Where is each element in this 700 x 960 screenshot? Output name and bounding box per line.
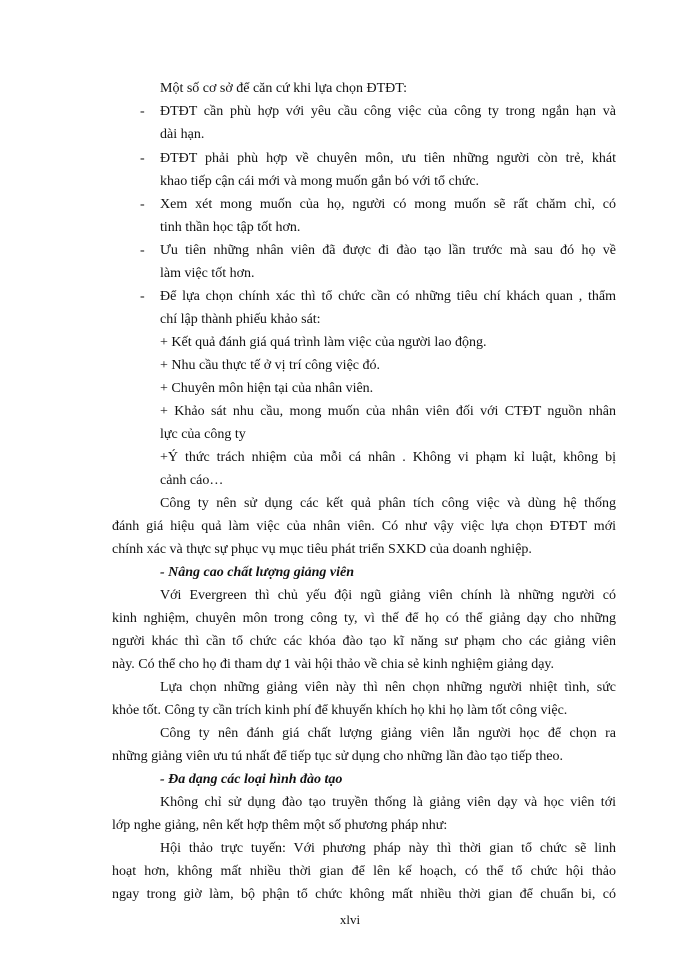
- paragraph-5-line-2: lớp nghe giảng, nên kết hợp thêm một số phương pháp như:: [112, 818, 448, 833]
- page-number: xlvi: [339, 912, 361, 927]
- criteria-4-line-1: + Khảo sát nhu cầu, mong muốn của nhân viên đối với CTĐT nguồn nhân: [160, 404, 616, 419]
- bullet-dash: -: [140, 151, 145, 166]
- bullet-dash: -: [140, 243, 145, 258]
- criteria-5-line-2: cảnh cáo…: [160, 473, 224, 488]
- bullet-dash: -: [140, 289, 145, 304]
- bullet-dash: -: [140, 104, 145, 119]
- bullet-5-line-2: chí lập thành phiếu khảo sát:: [160, 312, 321, 327]
- criteria-4-line-2: lực của công ty: [160, 427, 246, 442]
- intro-line: Một số cơ sở để căn cứ khi lựa chọn ĐTĐT:: [160, 81, 408, 96]
- bullet-4-line-1: Ưu tiên những nhân viên đã được đi đào tạo lần trước mà sau đó họ về: [160, 243, 616, 258]
- paragraph-2-line-3: người khác thì cần tổ chức các khóa đào tạo kĩ năng sư phạm cho các giảng viên: [112, 634, 616, 649]
- criteria-3: + Chuyên môn hiện tại của nhân viên.: [160, 381, 374, 396]
- criteria-5-line-1: +Ý thức trách nhiệm của mỗi cá nhân . Không vi phạm kỉ luật, không bị: [160, 450, 616, 465]
- bullet-2-line-2: khao tiếp cận cái mới và mong muốn gắn bó với tổ chức.: [160, 174, 480, 189]
- bullet-4-line-2: làm việc tốt hơn.: [160, 266, 255, 281]
- paragraph-1-line-3: chính xác và thực sự phục vụ mục tiêu phát triển SXKD của doanh nghiệp.: [112, 542, 532, 557]
- bullet-3-line-1: Xem xét mong muốn của họ, người có mong muốn sẽ rất chăm chỉ, có: [160, 197, 616, 212]
- criteria-2: + Nhu cầu thực tế ở vị trí công việc đó.: [160, 358, 380, 373]
- section-heading-teacher-quality: - Nâng cao chất lượng giảng viên: [160, 565, 355, 580]
- bullet-5-line-1: Để lựa chọn chính xác thì tổ chức cần có những tiêu chí khách quan , thẩm: [160, 289, 616, 304]
- paragraph-6-line-2: hoạt hơn, không mất nhiều thời gian để lên kế hoạch, có thể tổ chức hội thảo: [112, 864, 616, 879]
- bullet-2-line-1: ĐTĐT phải phù hợp về chuyên môn, ưu tiên những người còn trẻ, khát: [160, 151, 616, 166]
- criteria-1: + Kết quả đánh giá quá trình làm việc của người lao động.: [160, 335, 487, 350]
- paragraph-3-line-1: Lựa chọn những giảng viên này thì nên chọn những người nhiệt tình, sức: [160, 680, 616, 695]
- section-heading-training-types: - Đa dạng các loại hình đào tạo: [160, 772, 343, 787]
- bullet-3-line-2: tinh thần học tập tốt hơn.: [160, 220, 301, 235]
- paragraph-4-line-2: những giảng viên ưu tú nhất để tiếp tục sử dụng cho những lần đào tạo tiếp theo.: [112, 749, 564, 764]
- paragraph-6-line-1: Hội thảo trực tuyến: Với phương pháp này thì thời gian tổ chức sẽ linh: [160, 841, 616, 856]
- paragraph-1-line-1: Công ty nên sử dụng các kết quả phân tích công việc và dùng hệ thống: [160, 496, 616, 511]
- bullet-dash: -: [140, 197, 145, 212]
- bullet-1-line-1: ĐTĐT cần phù hợp với yêu cầu công việc của công ty trong ngắn hạn và: [160, 104, 616, 119]
- paragraph-2-line-1: Với Evergreen thì chủ yếu đội ngũ giảng viên chính là những người có: [160, 588, 616, 603]
- paragraph-2-line-2: kinh nghiệm, chuyên môn trong công ty, vì thế để họ có thể giảng dạy cho những: [112, 611, 616, 626]
- paragraph-3-line-2: khỏe tốt. Công ty cần trích kinh phí để khuyến khích họ khi họ làm tốt công việc.: [112, 703, 568, 718]
- paragraph-4-line-1: Công ty nên đánh giá chất lượng giảng viên lẫn người học để chọn ra: [160, 726, 616, 741]
- bullet-1-line-2: dài hạn.: [160, 127, 205, 142]
- paragraph-1-line-2: đánh giá hiệu quả làm việc của nhân viên. Có như vậy việc lựa chọn ĐTĐT mới: [112, 519, 616, 534]
- paragraph-6-line-3: ngay trong giờ làm, bộ phận tổ chức không mất nhiều thời gian để chuẩn bi, có: [112, 887, 616, 902]
- paragraph-5-line-1: Không chỉ sử dụng đào tạo truyền thống là giảng viên dạy và học viên tới: [160, 795, 616, 810]
- paragraph-2-line-4: này. Có thể cho họ đi tham dự 1 vài hội thảo về chia sẻ kinh nghiệm giảng dạy.: [112, 657, 555, 672]
